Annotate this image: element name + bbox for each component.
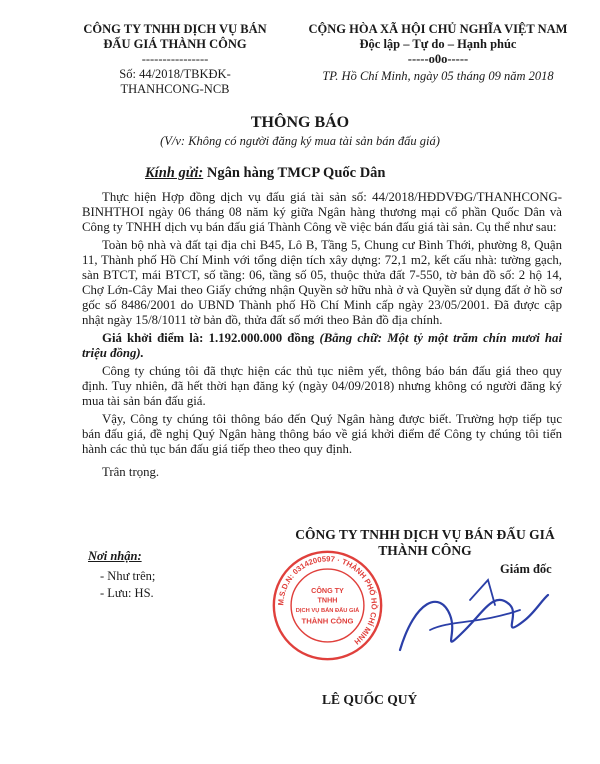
addressee-label: Kính gửi: (145, 165, 204, 181)
closing-greeting: Trân trọng. (102, 465, 160, 479)
handwritten-signature (370, 560, 560, 680)
doc-number-line2: THANHCONG-NCB (120, 82, 230, 96)
signer-name: LÊ QUỐC QUÝ (322, 692, 418, 707)
document-title: THÔNG BÁO (250, 114, 350, 131)
addressee-name: Ngân hàng TMCP Quốc Dân (206, 165, 386, 181)
starting-price: Giá khởi điểm là: 1.192.000.000 đồng (102, 331, 315, 345)
nation-name: CỘNG HÒA XÃ HỘI CHỦ NGHĨA VIỆT NAM (308, 22, 568, 36)
starting-price-words: (Bằng chữ: Một tỷ một trăm chín mươi hai triệu đồng). (82, 331, 562, 360)
seal-line3: DỊCH VỤ BÁN ĐẤU GIÁ (295, 608, 360, 615)
signer-role: Giám đốc (500, 562, 552, 576)
seal-ring-text: M.S.D.N: 0314200597 · THÀNH PHỐ HỒ CHÍ MINH (276, 554, 379, 647)
paragraph-contract: Thực hiện Hợp đồng dịch vụ đấu giá tài sản số: 44/2018/HĐDVĐG/THANHCONG-BINHTHOI ngày 06 tháng 08 năm ký giữa Ngân hàng thương mại cổ phần Quốc Dân và Công ty TNHH dịch vụ bán đấu giá Thành Công về việc bán đấu giá tài sản. Cụ thể như sau: (82, 190, 562, 234)
paragraph-starting-price (82, 331, 562, 361)
seal-line2: TNHH (317, 596, 338, 605)
addressee (145, 165, 385, 182)
issuer-divider: ---------------- (141, 52, 209, 66)
seal-line4: THÀNH CÔNG (301, 616, 354, 626)
paragraph-no-registrant: Công ty chúng tôi đã thực hiện các thủ tục niêm yết, thông báo bán đấu giá theo quy định. Tuy nhiên, đã hết thời hạn đăng ký (ngày 04/09/2018) nhưng không có người đăng ký mua tài sản bán đấu giá. (82, 364, 562, 408)
issuer-name-line1: CÔNG TY TNHH DỊCH VỤ BÁN (83, 22, 267, 36)
company-seal (270, 548, 385, 663)
signature-company-line2: THÀNH CÔNG (378, 543, 472, 558)
national-motto: Độc lập – Tự do – Hạnh phúc (359, 37, 517, 51)
national-header (288, 22, 588, 84)
recipient-item: - Như trên; (100, 568, 155, 585)
signature-company-line1: CÔNG TY TNHH DỊCH VỤ BÁN ĐẤU GIÁ (295, 527, 555, 542)
seal-line1: CÔNG TY (311, 587, 344, 596)
recipients-heading: Nơi nhận: (88, 549, 142, 563)
issuer-name-line2: ĐẤU GIÁ THÀNH CÔNG (103, 37, 247, 51)
document-subtitle: (V/v: Không có người đăng ký mua tài sản bán đấu giá) (160, 134, 440, 148)
paragraph-property: Toàn bộ nhà và đất tại địa chỉ B45, Lô B, Tầng 5, Chung cư Bình Thới, phường 8, Quận 11, Thành phố Hồ Chí Minh với tổng diện tích xây dựng: 72,1 m2, kết cấu nhà: tường gạch, sàn BTCT, mái BTCT, số tầng: 06, tầng số 05, thuộc thửa đất 7-550, tờ bản đồ số: 2 hộ 14, Chợ Lớn-Cây Mai theo Giấy chứng nhận Quyền sở hữu nhà ở và Quyền sử dụng đất ở hồ sơ gốc số 8486/2001 do UBND Thành phố Hồ Chí Minh cấp ngày 23/05/2001. Đã được cập nhật ngày 15/8/1011 tờ bản đồ, thửa đất số mới theo Bản đồ địa chính. (82, 238, 562, 327)
motto-divider: -----o0o----- (407, 52, 469, 66)
doc-number-line1: Số: 44/2018/TBKĐK- (119, 67, 231, 81)
document-body (82, 190, 562, 480)
place-date: TP. Hồ Chí Minh, ngày 05 tháng 09 năm 2018 (322, 69, 554, 83)
recipient-item: - Lưu: HS. (100, 585, 155, 602)
recipients (88, 548, 155, 602)
paragraph-request: Vậy, Công ty chúng tôi thông báo đến Quý Ngân hàng được biết. Trường hợp tiếp tục bán đấu giá, đề nghị Quý Ngân hàng thông báo về giá khởi điểm để Công ty chúng tôi tiến hành các thủ tục bán đấu giá tiếp theo theo quy định. (82, 412, 562, 456)
issuer-block (80, 22, 270, 97)
recipients-list (88, 568, 155, 602)
